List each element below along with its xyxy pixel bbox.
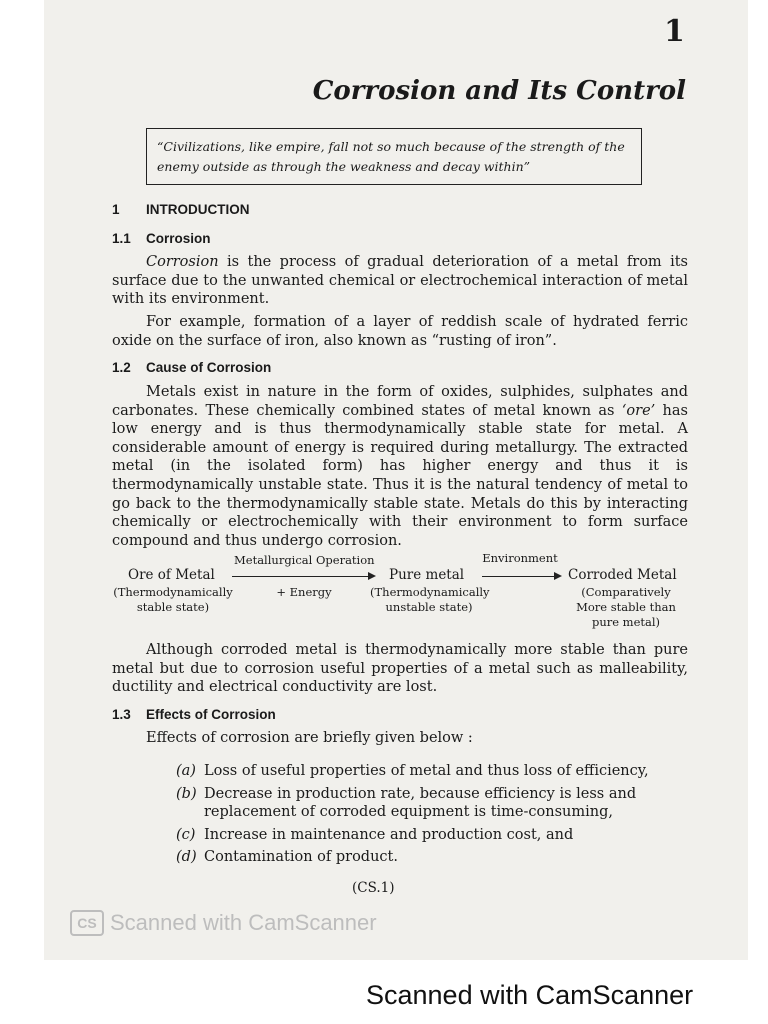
chapter-number: 1 — [664, 14, 685, 49]
camscanner-logo-icon: CS — [70, 910, 104, 936]
list-item: (a) Loss of useful properties of metal and thus loss of efficiency, — [176, 763, 649, 779]
section-heading-cause — [112, 360, 271, 375]
arrow-right-icon — [482, 576, 560, 577]
paragraph-corrosion-definition: Corrosion is the process of gradual deterioration of a metal from its surface due to the unwanted chemical or electrochemical interaction of metal with its environment. — [112, 254, 688, 308]
section-number: 1.1 — [112, 231, 131, 246]
paragraph-rusting-example: For example, formation of a layer of reddish scale of hydrated ferric oxide on the surface of iron, also known as “rusting of iron”. — [112, 314, 688, 349]
list-marker: (b) — [176, 785, 197, 802]
node-corroded-metal: Corroded Metal — [568, 567, 677, 583]
paragraph-cause-of-corrosion: Metals exist in nature in the form of oxides, sulphides, sulphates and carbonates. These chemically combined states of metal known as ‘ore’ has low energy and is thus thermodynamically stable state for metal. A considerable amount of energy is required during metallurgy. The extracted metal (in the isolated form) has higher energy and thus it is thermodynamically unstable state. Thus it is the natural tendency of metal to go back to the thermodynamically stable state. Metals do this by interacting chemically or electrochemically with their environment to form surface compound and thus undergo corrosion. — [112, 384, 688, 549]
watermark-text: Scanned with CamScanner — [110, 910, 377, 935]
camscanner-watermark — [70, 910, 377, 936]
effects-list — [176, 762, 688, 871]
arrow2-label: Environment — [482, 551, 558, 565]
list-marker: (a) — [176, 763, 196, 779]
list-marker: (c) — [176, 826, 196, 843]
arrow-right-icon — [232, 576, 374, 577]
node-pure-note: (Thermodynamically unstable state) — [370, 585, 490, 614]
arrow1-energy: + Energy — [276, 585, 332, 599]
term-corrosion: Corrosion — [146, 254, 219, 270]
paragraph-effects-intro: Effects of corrosion are briefly given below : — [146, 730, 473, 746]
node-corroded-note: (Comparatively More stable than pure metal) — [576, 585, 676, 629]
list-marker: (d) — [176, 849, 197, 866]
node-pure-metal: Pure metal — [389, 567, 465, 583]
epigraph-quote: “Civilizations, like empire, fall not so much because of the strength of the enemy outside as through the weakness and decay within” — [146, 128, 642, 185]
section-title: Effects of Corrosion — [146, 707, 276, 722]
section-title: Cause of Corrosion — [146, 360, 272, 375]
section-number: 1.3 — [112, 707, 131, 722]
section-title: INTRODUCTION — [146, 202, 250, 217]
section-heading-corrosion — [112, 231, 211, 246]
footer-scanned-text: Scanned with CamScanner — [366, 980, 694, 1010]
section-title: Corrosion — [146, 231, 211, 246]
list-item: (d) Contamination of product. — [176, 849, 398, 866]
term-ore: ‘ore’ — [621, 402, 656, 419]
paragraph-corroded-vs-pure: Although corroded metal is thermodynamically more stable than pure metal but due to corrosion useful properties of a metal such as malleability, ductility and electrical conductivity are lost. — [112, 642, 688, 696]
page-code: (CS.1) — [352, 880, 395, 896]
node-ore-note: (Thermodynamically stable state) — [113, 585, 233, 614]
section-heading-effects — [112, 707, 276, 722]
node-ore-of-metal: Ore of Metal — [128, 567, 215, 583]
arrow1-label: Metallurgical Operation — [234, 553, 375, 567]
section-number: 1.2 — [112, 360, 131, 375]
section-heading-introduction — [112, 202, 250, 217]
list-item: (c) Increase in maintenance and production cost, and — [176, 826, 574, 843]
list-item: (b) Decrease in production rate, because efficiency is less and replacement of corroded equipment is time-consuming, — [176, 785, 637, 821]
chapter-title: Corrosion and Its Control — [312, 76, 686, 106]
section-number: 1 — [112, 202, 120, 217]
